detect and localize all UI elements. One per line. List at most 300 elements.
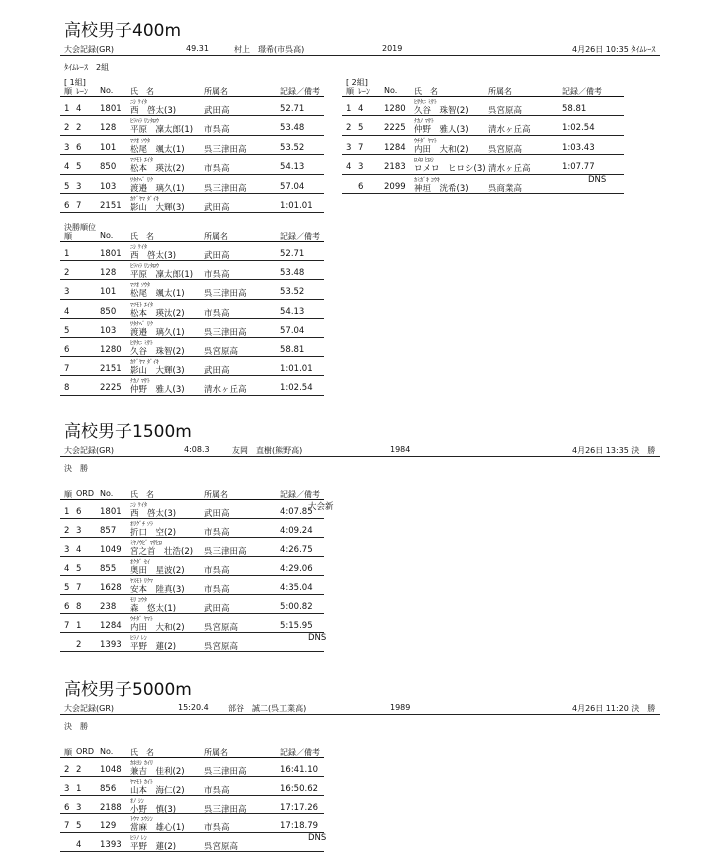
cell-mark: 58.81 — [280, 345, 305, 355]
cell-team: 呉三津田高 — [204, 804, 247, 815]
column-header-no: No. — [100, 747, 114, 756]
cell-team: 市呉高 — [204, 164, 230, 175]
cell-rank: 3 — [64, 545, 70, 555]
cell-mark: 57.04 — [280, 325, 305, 336]
cell-mark: 53.52 — [280, 142, 305, 153]
cell-rank: 2 — [64, 123, 70, 134]
cell-mark: 58.81 — [562, 104, 587, 114]
cell-no: 2099 — [384, 181, 406, 192]
row-divider — [60, 135, 324, 136]
cell-rank: 7 — [64, 821, 70, 832]
cell-mark: 1:07.77 — [562, 162, 595, 173]
column-header-mark: 記録／備考 — [280, 87, 320, 96]
group-label: [ 2組] — [346, 78, 368, 87]
cell-mark: 54.13 — [280, 306, 305, 317]
row-divider — [60, 776, 324, 777]
row-divider — [342, 174, 624, 175]
row-divider — [60, 499, 324, 500]
cell-mark: 53.48 — [280, 268, 305, 279]
cell-team: 呉三津田高 — [204, 289, 247, 300]
column-header-ord: ORD — [76, 747, 95, 756]
cell-mark: 54.13 — [280, 162, 305, 173]
cell-mark: 52.71 — [280, 104, 305, 114]
cell-team: 市呉高 — [204, 585, 230, 595]
column-header-rank: 順 — [64, 490, 72, 499]
cell-ord: 4 — [76, 545, 82, 555]
name-kana: ﾏﾂｵ ｿｳﾀ — [130, 282, 150, 290]
cell-no: 1280 — [384, 104, 406, 114]
cell-rank: 5 — [64, 181, 70, 192]
column-header-mark: 記録／備考 — [280, 232, 320, 241]
round-subtitle: 決 勝 — [64, 722, 88, 731]
cell-mark: 4:09.24 — [280, 526, 313, 536]
row-divider — [342, 193, 624, 194]
column-header-lane: ﾚｰﾝ — [76, 87, 88, 96]
row-divider — [60, 851, 324, 852]
cell-team: 市呉高 — [204, 270, 230, 281]
column-header-rank: 順 — [64, 87, 72, 96]
result-note: DNS — [588, 174, 607, 185]
cell-rank: 6 — [64, 345, 70, 355]
record-holder: 村上 璟希(市呉高) — [234, 45, 305, 54]
cell-team: 呉宮原高 — [488, 106, 523, 116]
cell-name: 内田 大和(2) — [414, 144, 469, 155]
cell-mark: 1:02.54 — [562, 123, 595, 134]
cell-no: 2188 — [100, 802, 122, 813]
cell-ord: 1 — [76, 621, 82, 631]
row-divider — [60, 613, 324, 614]
name-kana: ｳﾁﾀﾞ ﾔﾏﾄ — [414, 137, 437, 145]
record-holder: 部谷 誠二(呉工業高) — [228, 704, 307, 713]
record-year: 1984 — [390, 445, 411, 454]
cell-mark: 53.52 — [280, 287, 305, 298]
record-time: 15:20.4 — [178, 703, 209, 712]
cell-no: 1284 — [384, 142, 406, 153]
record-time: 4:08.3 — [184, 445, 210, 454]
cell-team: 呉宮原高 — [488, 144, 523, 155]
section-title-5000m: 高校男子5000m — [64, 680, 192, 700]
cell-team: 呉宮原高 — [204, 347, 239, 357]
section-title-1500m: 高校男子1500m — [64, 422, 192, 442]
column-header-rank: 順 — [64, 232, 72, 241]
record-time: 49.31 — [186, 44, 209, 53]
cell-name: ロメロ ヒロシ(3) — [414, 164, 486, 175]
cell-no: 850 — [100, 306, 117, 317]
cell-team: 呉宮原高 — [204, 623, 239, 633]
cell-team: 市呉高 — [204, 823, 230, 834]
cell-name: 小野 慎(3) — [130, 804, 177, 815]
cell-mark: 4:35.04 — [280, 583, 313, 593]
cell-no: 1801 — [100, 507, 122, 517]
cell-name: 西 啓太(3) — [130, 251, 177, 261]
cell-no: 856 — [100, 783, 117, 794]
cell-team: 呉三津田高 — [204, 767, 247, 777]
cell-no: 128 — [100, 268, 117, 279]
cell-name: 西 啓太(3) — [130, 106, 177, 116]
cell-team: 武田高 — [204, 366, 230, 377]
cell-name: 影山 大輝(3) — [130, 366, 185, 377]
name-kana: ﾓﾘ ｺｳﾀ — [130, 597, 147, 604]
cell-rank: 6 — [64, 602, 70, 612]
cell-mark: 17:17.26 — [280, 802, 319, 813]
cell-mark: 1:01.01 — [280, 364, 313, 375]
name-kana: ｶｹﾞﾔﾏ ﾀﾞｲｷ — [130, 196, 159, 203]
cell-name: 山本 海仁(2) — [130, 785, 185, 796]
column-header-name: 氏 名 — [130, 87, 154, 96]
cell-mark: 53.48 — [280, 123, 305, 134]
row-divider — [342, 96, 624, 97]
cell-team: 呉三津田高 — [204, 144, 247, 155]
column-header-team: 所属名 — [204, 232, 228, 241]
column-header-mark: 記録／備考 — [562, 87, 602, 96]
row-divider — [60, 96, 324, 97]
column-header-name: 氏 名 — [130, 232, 154, 241]
name-kana: ｵﾉ ｼﾝ — [130, 797, 144, 805]
cell-rank: 3 — [64, 783, 70, 794]
cell-team: 呉商業高 — [488, 183, 523, 194]
row-divider — [60, 832, 324, 833]
cell-no: 103 — [100, 325, 117, 336]
cell-name: 松尾 颯太(1) — [130, 289, 185, 300]
cell-ord: 4 — [76, 840, 82, 851]
row-divider — [60, 299, 324, 300]
column-header-no: No. — [100, 86, 114, 95]
row-divider — [60, 537, 324, 538]
cell-team: 市呉高 — [204, 785, 230, 796]
column-header-lane: ﾚｰﾝ — [358, 87, 370, 96]
cell-rank: 3 — [346, 142, 352, 153]
name-kana: ﾆｼ ｹｲﾀ — [130, 244, 147, 251]
cell-lane: 3 — [358, 162, 364, 173]
cell-team: 武田高 — [204, 106, 230, 116]
cell-no: 2183 — [384, 162, 406, 173]
row-divider — [60, 757, 324, 758]
cell-lane: 5 — [358, 123, 364, 134]
name-kana: ﾋﾗﾊﾗ ﾘﾝﾀﾛｳ — [130, 263, 159, 271]
column-header-no: No. — [100, 489, 114, 498]
cell-no: 101 — [100, 142, 117, 153]
cell-rank: 4 — [64, 162, 70, 173]
cell-name: 松本 瑛汰(2) — [130, 308, 185, 319]
cell-team: 呉三津田高 — [204, 327, 247, 338]
cell-rank: 8 — [64, 383, 70, 394]
cell-rank: 1 — [64, 249, 70, 259]
cell-name: 森 悠太(1) — [130, 604, 177, 614]
cell-no: 1628 — [100, 583, 122, 593]
row-divider — [60, 795, 324, 796]
result-note: DNS — [308, 633, 327, 643]
cell-name: 影山 大輝(3) — [130, 203, 185, 213]
cell-rank: 4 — [346, 162, 352, 173]
cell-mark: 1:03.43 — [562, 142, 595, 153]
cell-ord: 3 — [76, 526, 82, 536]
cell-ord: 2 — [76, 640, 82, 650]
cell-ord: 5 — [76, 821, 82, 832]
row-divider — [60, 318, 324, 319]
row-divider — [60, 395, 324, 396]
cell-lane: 7 — [76, 201, 82, 211]
cell-rank: 5 — [64, 583, 70, 593]
divider — [60, 714, 660, 715]
column-header-rank: 順 — [64, 748, 72, 757]
cell-no: 1049 — [100, 545, 122, 555]
divider — [60, 55, 660, 56]
cell-ord: 8 — [76, 602, 82, 612]
cell-team: 武田高 — [204, 251, 230, 261]
name-kana: ﾔｽﾓﾄ ﾘｸﾏ — [130, 578, 153, 585]
cell-team: 武田高 — [204, 203, 230, 213]
cell-mark: 17:18.79 — [280, 821, 319, 832]
cell-no: 1393 — [100, 840, 122, 851]
row-divider — [342, 115, 624, 116]
row-divider — [60, 813, 324, 814]
row-divider — [60, 174, 324, 175]
cell-ord: 1 — [76, 783, 82, 794]
row-divider — [60, 594, 324, 595]
column-header-team: 所属名 — [204, 490, 228, 499]
cell-team: 清水ヶ丘高 — [488, 125, 531, 136]
cell-lane: 6 — [76, 142, 82, 153]
row-divider — [60, 260, 324, 261]
cell-team: 呉宮原高 — [204, 842, 239, 853]
column-header-name: 氏 名 — [130, 490, 154, 499]
row-divider — [60, 375, 324, 376]
name-kana: ｶﾈﾖｼ ｶｲﾘ — [130, 760, 153, 767]
cell-rank: 6 — [64, 201, 70, 211]
row-divider — [60, 556, 324, 557]
cell-rank: 3 — [64, 142, 70, 153]
cell-mark: 5:00.82 — [280, 602, 313, 612]
round-subtitle: 決 勝 — [64, 464, 88, 473]
cell-no: 850 — [100, 162, 117, 173]
record-datetime: 4月26日 11:20 決 勝 — [572, 704, 656, 713]
cell-no: 238 — [100, 602, 117, 612]
cell-mark: 5:15.95 — [280, 621, 313, 631]
cell-mark: 1:02.54 — [280, 383, 313, 394]
cell-name: 平原 凜太郎(1) — [130, 270, 194, 281]
cell-name: 松尾 颯太(1) — [130, 144, 185, 155]
cell-team: 市呉高 — [204, 125, 230, 136]
cell-team: 市呉高 — [204, 308, 230, 319]
cell-rank: 2 — [64, 268, 70, 279]
row-divider — [60, 193, 324, 194]
name-kana: ｵｸﾀﾞ ｾｲ — [130, 559, 150, 566]
cell-mark: 16:41.10 — [280, 765, 319, 775]
cell-name: 仲野 雅人(3) — [414, 125, 469, 136]
name-kana: ﾅｶﾉ ﾏｻﾄ — [130, 378, 150, 386]
cell-no: 1048 — [100, 765, 122, 775]
cell-no: 1801 — [100, 104, 122, 114]
column-header-rank: 順 — [346, 87, 354, 96]
cell-ord: 2 — [76, 765, 82, 775]
cell-name: 平野 蓮(2) — [130, 842, 177, 853]
cell-lane: 6 — [358, 181, 364, 192]
name-kana: ｵﾘｸﾞﾁ ｿﾗ — [130, 521, 153, 528]
cell-no: 101 — [100, 287, 117, 298]
cell-name: 渡邉 璃久(1) — [130, 183, 185, 194]
cell-no: 2225 — [384, 123, 406, 134]
cell-no: 1393 — [100, 640, 122, 650]
cell-no: 103 — [100, 181, 117, 192]
cell-mark: 4:07.85 — [280, 507, 313, 517]
cell-rank: 5 — [64, 325, 70, 336]
name-kana: ﾏﾂﾓﾄ ｴｲﾀ — [130, 301, 153, 309]
cell-name: 折口 空(2) — [130, 528, 177, 538]
cell-no: 1801 — [100, 249, 122, 259]
cell-team: 清水ヶ丘高 — [204, 385, 247, 396]
cell-team: 市呉高 — [204, 528, 230, 538]
cell-no: 2151 — [100, 201, 122, 211]
cell-name: 内田 大和(2) — [130, 623, 185, 633]
name-kana: ﾋｻﾀﾆ ﾐｻﾄ — [130, 340, 153, 347]
row-divider — [60, 518, 324, 519]
cell-team: 呉宮原高 — [204, 642, 239, 652]
cell-name: 宮之首 壮浩(2) — [130, 547, 194, 557]
name-kana: ﾏﾂｵ ｿｳﾀ — [130, 137, 150, 145]
cell-name: 神垣 洸希(3) — [414, 183, 469, 194]
cell-rank: 6 — [64, 802, 70, 813]
record-holder: 友岡 直樹(熊野高) — [232, 446, 303, 455]
section-title-400m: 高校男子400m — [64, 21, 182, 41]
cell-name: 松本 瑛汰(2) — [130, 164, 185, 175]
column-header-no: No. — [100, 231, 114, 240]
name-kana: ﾄｳﾏ ﾕｳｼﾝ — [130, 816, 153, 824]
cell-no: 1284 — [100, 621, 122, 631]
row-divider — [60, 212, 324, 213]
cell-no: 857 — [100, 526, 117, 536]
divider — [60, 456, 660, 457]
cell-no: 2151 — [100, 364, 122, 375]
name-kana: ﾔﾏﾓﾄ ｶｲﾄ — [130, 778, 153, 786]
cell-name: 兼吉 佳利(2) — [130, 767, 185, 777]
row-divider — [342, 135, 624, 136]
row-divider — [60, 575, 324, 576]
cell-no: 128 — [100, 123, 117, 134]
column-header-name: 氏 名 — [414, 87, 438, 96]
row-divider — [60, 632, 324, 633]
row-divider — [60, 115, 324, 116]
cell-team: 呉三津田高 — [204, 547, 247, 557]
cell-rank: 1 — [64, 104, 70, 114]
column-header-ord: ORD — [76, 489, 95, 498]
column-header-team: 所属名 — [204, 87, 228, 96]
row-divider — [60, 154, 324, 155]
cell-lane: 3 — [76, 181, 82, 192]
cell-name: 當麻 雄心(1) — [130, 823, 185, 834]
cell-lane: 5 — [76, 162, 82, 173]
record-label: 大会記録(GR) — [64, 704, 114, 713]
cell-ord: 3 — [76, 802, 82, 813]
column-header-name: 氏 名 — [130, 748, 154, 757]
name-kana: ｳﾁﾀﾞ ﾔﾏﾄ — [130, 616, 153, 623]
cell-rank: 4 — [64, 306, 70, 317]
row-divider — [60, 279, 324, 280]
name-kana: ｶﾐｶﾞｷ ｺｳｷ — [414, 176, 440, 184]
cell-team: 武田高 — [204, 509, 230, 519]
cell-ord: 5 — [76, 564, 82, 574]
column-header-mark: 記録／備考 — [280, 490, 320, 499]
group-label: 決勝順位 — [64, 223, 96, 232]
cell-mark: 52.71 — [280, 249, 305, 259]
group-label: [ 1組] — [64, 78, 86, 87]
cell-name: 仲野 雅人(3) — [130, 385, 185, 396]
cell-mark: 57.04 — [280, 181, 305, 192]
cell-name: 渡邉 璃久(1) — [130, 327, 185, 338]
cell-team: 清水ヶ丘高 — [488, 164, 531, 175]
cell-rank: 3 — [64, 287, 70, 298]
cell-name: 久谷 珠智(2) — [130, 347, 185, 357]
column-header-team: 所属名 — [204, 748, 228, 757]
name-kana: ﾋﾗﾉ ﾚﾝ — [130, 635, 147, 642]
cell-team: 武田高 — [204, 604, 230, 614]
cell-no: 2225 — [100, 383, 122, 394]
cell-rank: 1 — [346, 104, 352, 114]
cell-no: 1280 — [100, 345, 122, 355]
record-datetime: 4月26日 13:35 決 勝 — [572, 446, 656, 455]
name-kana: ﾏﾂﾓﾄ ｴｲﾀ — [130, 157, 153, 165]
cell-ord: 6 — [76, 507, 82, 517]
cell-name: 安本 陸真(3) — [130, 585, 185, 595]
cell-rank: 4 — [64, 564, 70, 574]
name-kana: ﾋﾗﾊﾗ ﾘﾝﾀﾛｳ — [130, 118, 159, 126]
name-kana: ﾜﾀﾅﾍﾞ ﾘｸ — [130, 320, 153, 328]
cell-mark: 4:29.06 — [280, 564, 313, 574]
cell-rank: 2 — [346, 123, 352, 134]
record-label: 大会記録(GR) — [64, 446, 114, 455]
cell-name: 奥田 星波(2) — [130, 566, 185, 576]
result-note: 大会新 — [308, 502, 334, 512]
cell-no: 129 — [100, 821, 117, 832]
column-header-team: 所属名 — [488, 87, 512, 96]
row-divider — [60, 356, 324, 357]
name-kana: ﾛﾒﾛ ﾋﾛｼ — [414, 157, 434, 165]
record-label: 大会記録(GR) — [64, 45, 114, 54]
cell-mark: 4:26.75 — [280, 545, 313, 555]
cell-rank: 1 — [64, 507, 70, 517]
cell-name: 久谷 珠智(2) — [414, 106, 469, 116]
cell-name: 平原 凜太郎(1) — [130, 125, 194, 136]
name-kana: ｶｹﾞﾔﾏ ﾀﾞｲｷ — [130, 359, 159, 367]
cell-rank: 2 — [64, 765, 70, 775]
result-note: DNS — [308, 833, 327, 844]
name-kana: ﾐﾔﾉｳﾋﾞ ﾏｻﾋﾛ — [130, 540, 162, 547]
row-divider — [60, 651, 324, 652]
cell-name: 平野 蓮(2) — [130, 642, 177, 652]
cell-team: 市呉高 — [204, 566, 230, 576]
cell-rank: 7 — [64, 364, 70, 375]
cell-no: 855 — [100, 564, 117, 574]
cell-rank: 7 — [64, 621, 70, 631]
name-kana: ﾆｼ ｹｲﾀ — [130, 502, 147, 509]
cell-rank: 2 — [64, 526, 70, 536]
name-kana: ﾋﾗﾉ ﾚﾝ — [130, 835, 147, 843]
cell-ord: 7 — [76, 583, 82, 593]
cell-lane: 7 — [358, 142, 364, 153]
name-kana: ﾜﾀﾅﾍﾞ ﾘｸ — [130, 176, 153, 184]
cell-mark: 16:50.62 — [280, 783, 319, 794]
record-year: 2019 — [382, 44, 403, 53]
cell-lane: 2 — [76, 123, 82, 134]
round-subtitle: ﾀｲﾑﾚｰｽ 2組 — [64, 63, 110, 72]
cell-team: 呉三津田高 — [204, 183, 247, 194]
name-kana: ﾆｼ ｹｲﾀ — [130, 99, 147, 106]
cell-name: 西 啓太(3) — [130, 509, 177, 519]
name-kana: ﾋｻﾀﾆ ﾐｻﾄ — [414, 99, 437, 106]
column-header-mark: 記録／備考 — [280, 748, 320, 757]
record-year: 1989 — [390, 703, 411, 712]
cell-mark: 1:01.01 — [280, 201, 313, 211]
record-datetime: 4月26日 10:35 ﾀｲﾑﾚｰｽ — [572, 45, 656, 54]
